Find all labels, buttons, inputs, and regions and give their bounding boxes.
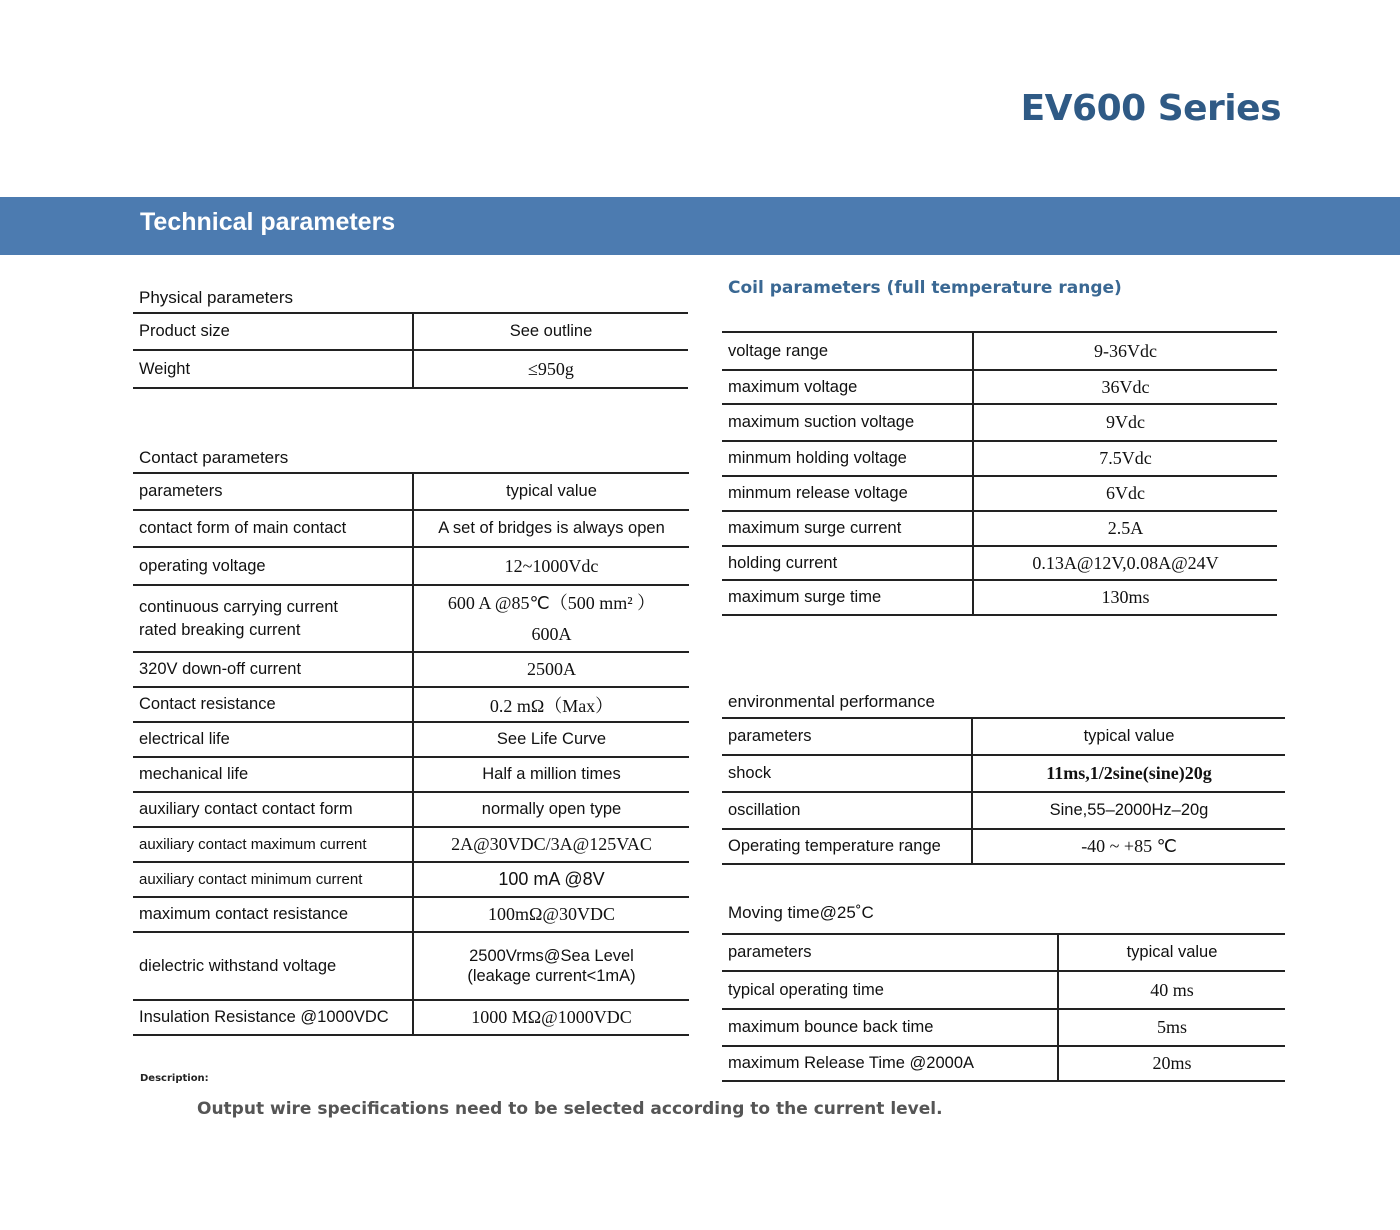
param-label: holding current xyxy=(722,546,973,580)
table-row xyxy=(722,1046,1285,1081)
table-row xyxy=(133,722,689,757)
param-label: Operating temperature range xyxy=(722,829,972,864)
table-row xyxy=(133,510,689,547)
table-row xyxy=(133,313,688,350)
param-label: auxiliary contact maximum current xyxy=(133,827,413,862)
param-label: minmum holding voltage xyxy=(722,441,973,476)
param-value: 2A@30VDC/3A@125VAC xyxy=(413,827,689,862)
param-label: maximum Release Time @2000A xyxy=(722,1046,1058,1081)
param-value: 9Vdc xyxy=(973,404,1277,441)
param-label: auxiliary contact minimum current xyxy=(133,862,413,897)
param-label: maximum contact resistance xyxy=(133,897,413,932)
param-label: auxiliary contact contact form xyxy=(133,792,413,827)
description-text: Output wire specifications need to be selected according to the current level. xyxy=(197,1099,943,1119)
moving-time-table xyxy=(722,933,1285,1082)
table-row xyxy=(722,404,1277,441)
table-row xyxy=(722,934,1285,971)
param-value: 2500A xyxy=(413,652,689,687)
description-label: Description: xyxy=(140,1073,209,1084)
moving-time-title: Moving time@25˚C xyxy=(728,903,874,922)
coil-parameters-title: Coil parameters (full temperature range) xyxy=(728,278,1122,298)
param-value: 100mΩ@30VDC xyxy=(413,897,689,932)
param-value: A set of bridges is always open xyxy=(413,510,689,547)
param-value xyxy=(413,585,689,652)
param-label: Weight xyxy=(133,350,413,388)
param-value: typical value xyxy=(972,718,1285,755)
param-label: minmum release voltage xyxy=(722,476,973,511)
coil-parameters-table xyxy=(722,331,1277,616)
table-row xyxy=(133,862,689,897)
table-row xyxy=(722,370,1277,404)
param-label: mechanical life xyxy=(133,757,413,792)
table-row xyxy=(722,580,1277,615)
table-row xyxy=(133,1000,689,1035)
param-label: oscillation xyxy=(722,792,972,829)
param-value: 100 mA @8V xyxy=(413,862,689,897)
param-label: parameters xyxy=(133,473,413,510)
param-value xyxy=(413,932,689,1000)
param-value: 7.5Vdc xyxy=(973,441,1277,476)
param-value: 11ms,1/2sine(sine)20g xyxy=(972,755,1285,792)
dielectric-value-line2: (leakage current<1mA) xyxy=(467,967,636,985)
banner-title: Technical parameters xyxy=(140,208,396,236)
physical-parameters-title: Physical parameters xyxy=(139,288,294,307)
table-row xyxy=(133,473,689,510)
param-value: 5ms xyxy=(1058,1009,1285,1046)
param-value: typical value xyxy=(1058,934,1285,971)
param-label: maximum bounce back time xyxy=(722,1009,1058,1046)
breaking-current-label: rated breaking current xyxy=(139,620,301,639)
param-label: Product size xyxy=(133,313,413,350)
dielectric-value-line1: 2500Vrms@Sea Level xyxy=(469,947,634,965)
table-row xyxy=(133,792,689,827)
param-label: shock xyxy=(722,755,972,792)
table-row xyxy=(133,827,689,862)
param-value: 36Vdc xyxy=(973,370,1277,404)
param-value: 12~1000Vdc xyxy=(413,547,689,585)
table-row xyxy=(722,792,1285,829)
continuous-current-value: 600 A @85℃（500 mm² ） xyxy=(447,592,656,613)
param-label: voltage range xyxy=(722,332,973,370)
param-value: normally open type xyxy=(413,792,689,827)
table-row xyxy=(133,547,689,585)
param-label: Contact resistance xyxy=(133,687,413,722)
param-label: contact form of main contact xyxy=(133,510,413,547)
param-value: 0.13A@12V,0.08A@24V xyxy=(973,546,1277,580)
param-value: 6Vdc xyxy=(973,476,1277,511)
section-banner xyxy=(0,197,1400,255)
table-row xyxy=(133,687,689,722)
param-label: Insulation Resistance @1000VDC xyxy=(133,1000,413,1035)
param-label: maximum voltage xyxy=(722,370,973,404)
contact-parameters-title: Contact parameters xyxy=(139,448,289,467)
param-label: parameters xyxy=(722,934,1058,971)
table-row xyxy=(722,511,1277,546)
param-label: maximum surge time xyxy=(722,580,973,615)
table-row xyxy=(722,1009,1285,1046)
param-value: 40 ms xyxy=(1058,971,1285,1009)
param-value: 2.5A xyxy=(973,511,1277,546)
param-label: typical operating time xyxy=(722,971,1058,1009)
param-value: See outline xyxy=(413,313,688,350)
table-row xyxy=(722,755,1285,792)
param-label: maximum surge current xyxy=(722,511,973,546)
param-label: electrical life xyxy=(133,722,413,757)
table-row xyxy=(133,585,689,652)
continuous-current-label: continuous carrying current xyxy=(139,597,339,616)
param-value: 9-36Vdc xyxy=(973,332,1277,370)
environmental-performance-title: environmental performance xyxy=(728,692,935,711)
param-label xyxy=(133,585,413,652)
table-row xyxy=(133,652,689,687)
param-label: operating voltage xyxy=(133,547,413,585)
table-row xyxy=(722,441,1277,476)
physical-parameters-table xyxy=(133,312,688,389)
param-label: dielectric withstand voltage xyxy=(133,932,413,1000)
table-row xyxy=(722,718,1285,755)
table-row xyxy=(133,932,689,1000)
param-value: Sine,55–2000Hz–20g xyxy=(972,792,1285,829)
param-value: 20ms xyxy=(1058,1046,1285,1081)
param-value: 1000 MΩ@1000VDC xyxy=(413,1000,689,1035)
table-row xyxy=(722,546,1277,580)
param-label: 320V down-off current xyxy=(133,652,413,687)
table-row xyxy=(722,476,1277,511)
table-row xyxy=(722,971,1285,1009)
breaking-current-value: 600A xyxy=(531,623,572,644)
param-label: maximum suction voltage xyxy=(722,404,973,441)
environmental-performance-table xyxy=(722,717,1285,865)
param-label: parameters xyxy=(722,718,972,755)
table-row xyxy=(133,897,689,932)
param-value: See Life Curve xyxy=(413,722,689,757)
contact-parameters-table xyxy=(133,472,689,1036)
param-value: typical value xyxy=(413,473,689,510)
table-row xyxy=(722,332,1277,370)
param-value: Half a million times xyxy=(413,757,689,792)
table-row xyxy=(133,757,689,792)
table-row xyxy=(133,350,688,388)
param-value: -40 ~ +85 ℃ xyxy=(972,829,1285,864)
param-value: ≤950g xyxy=(413,350,688,388)
table-row xyxy=(722,829,1285,864)
param-value: 0.2 mΩ（Max） xyxy=(413,687,689,722)
param-value: 130ms xyxy=(973,580,1277,615)
series-title: EV600 Series xyxy=(1020,88,1281,129)
